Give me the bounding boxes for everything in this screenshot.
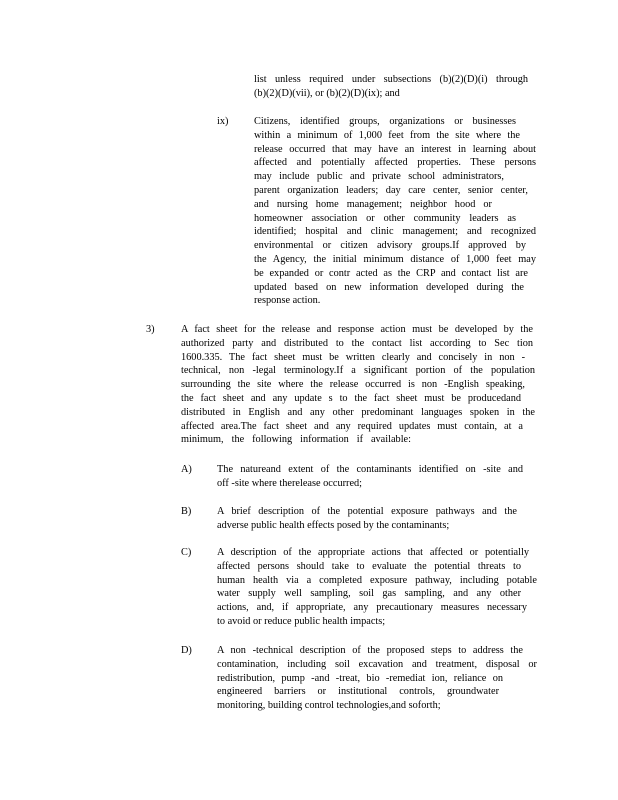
text-line: affected area.The fact sheet and any required updates must contain, at a xyxy=(181,420,523,432)
text-line: may include public and private school administrators, xyxy=(254,171,504,183)
text-line: (b)(2)(D)(vii), or (b)(2)(D)(ix); and xyxy=(254,87,400,99)
text-line: technical, non -legal terminology.If a significant portion of the population xyxy=(181,365,535,377)
text-line: affected persons should take to evaluate the potential threats to xyxy=(217,560,521,572)
text-line: human health via a completed exposure pathway, including potable xyxy=(217,574,537,586)
text-line: the fact sheet and any update s to the fact sheet must be producedand xyxy=(181,392,521,404)
text-line: parent organization leaders; day care center, senior center, xyxy=(254,184,528,196)
text-line: The natureand extent of the contaminants identified on -site and xyxy=(217,464,523,475)
text-line: and nursing home management; neighbor hood or xyxy=(254,198,492,210)
text-line: surrounding the site where the release occurred is non -English speaking, xyxy=(181,379,525,391)
text-line: affected and potentially affected properties. These persons xyxy=(254,157,536,169)
text-line: authorized party and distributed to the contact list according to Sec tion xyxy=(181,337,533,349)
continuation-paragraph xyxy=(254,73,528,101)
text-line: off -site where therelease occurred; xyxy=(217,477,363,489)
text-line: distributed in English and any other predominant languages spoken in the xyxy=(181,406,535,418)
sub-item-d-paragraph xyxy=(217,644,537,713)
sub-item-d-label: D) xyxy=(181,645,192,656)
text-line: A fact sheet for the release and response action must be developed by the xyxy=(181,324,533,335)
text-line: the Agency, the initial minimum distance of 1,000 feet may xyxy=(254,253,536,265)
text-line: water supply well sampling, soil gas sampling, and any other xyxy=(217,588,521,600)
item-3-paragraph xyxy=(181,323,535,447)
item-ix-paragraph xyxy=(254,115,536,308)
sub-item-b-paragraph xyxy=(217,505,535,533)
item-3-label: 3) xyxy=(146,324,155,335)
text-line: to avoid or reduce public health impacts; xyxy=(217,615,386,627)
sub-item-a-paragraph xyxy=(217,463,535,491)
text-line: actions, and, if appropriate, any precautionary measures necessary xyxy=(217,602,527,614)
text-line: engineered barriers or institutional controls, groundwater xyxy=(217,686,499,698)
sub-item-b-label: B) xyxy=(181,506,192,517)
text-line: 1600.335. The fact sheet must be written clearly and concisely in non - xyxy=(181,351,525,363)
text-line: A non -technical description of the proposed steps to address the xyxy=(217,645,523,656)
text-line: environmental or citizen advisory groups.If approved by xyxy=(254,240,526,252)
text-line: within a minimum of 1,000 feet from the site where the xyxy=(254,129,520,141)
sub-item-c-paragraph xyxy=(217,546,537,629)
text-line: redistribution, pump -and -treat, bio -remediat ion, reliance on xyxy=(217,672,503,684)
text-line: identified; hospital and clinic management; and recognized xyxy=(254,226,536,238)
text-line: release occurred that may have an interest in learning about xyxy=(254,143,536,155)
text-line: contamination, including soil excavation and treatment, disposal or xyxy=(217,658,537,670)
text-line: be expanded or contr acted as the CRP and contact list are xyxy=(254,267,528,279)
text-line: response action. xyxy=(254,295,321,307)
text-line: A description of the appropriate actions that affected or potentially xyxy=(217,547,529,558)
item-ix-label: ix) xyxy=(217,116,229,127)
text-line: A brief description of the potential exposure pathways and the xyxy=(217,506,517,517)
text-line: homeowner association or other community leaders as xyxy=(254,212,516,224)
text-line: minimum, the following information if available: xyxy=(181,434,411,446)
text-line: adverse public health effects posed by the contaminants; xyxy=(217,519,450,531)
text-line: updated based on new information developed during the xyxy=(254,281,524,293)
text-line: Citizens, identified groups, organizations or businesses xyxy=(254,116,516,127)
sub-item-a-label: A) xyxy=(181,464,192,475)
sub-item-c-label: C) xyxy=(181,547,192,558)
text-line: list unless required under subsections (b)(2)(D)(i) through xyxy=(254,74,528,85)
text-line: monitoring, building control technologies,and soforth; xyxy=(217,700,441,712)
